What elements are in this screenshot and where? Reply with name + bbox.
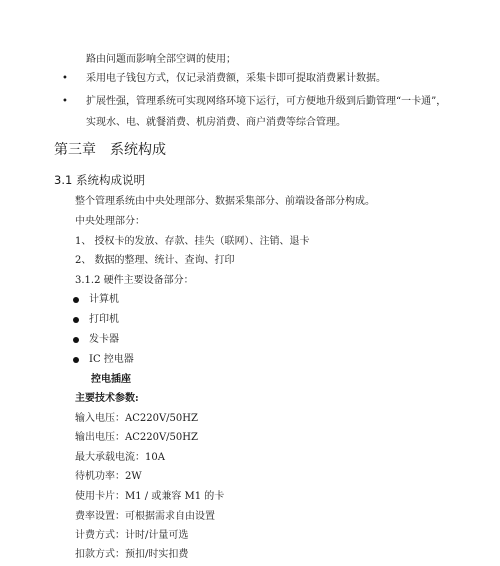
device-name: 控电插座 xyxy=(91,374,131,385)
section-heading: 3.1 系统构成说明 xyxy=(54,173,145,187)
central-label: 中央处理部分： xyxy=(75,216,145,227)
param-line: 计费方式：计时/计量可选 xyxy=(75,530,189,541)
central-item: 2、 数据的整理、统计、查询、打印 xyxy=(75,255,235,266)
bullet-marker: • xyxy=(62,73,68,84)
param-line: 使用卡片：M1 / 或兼容 M1 的卡 xyxy=(75,491,225,502)
bullet-dot xyxy=(73,337,79,343)
hardware-item: 计算机 xyxy=(89,294,119,305)
bullet-dot xyxy=(73,317,79,323)
section-intro: 整个管理系统由中央处理部分、数据采集部分、前端设备部分构成。 xyxy=(75,196,375,207)
feature-bullet: 扩展性强，管理系统可实现网络环境下运行，可方便地升级到后勤管理“一卡通”， xyxy=(86,96,447,107)
hardware-item: IC 控电器 xyxy=(89,354,134,365)
hardware-item: 发卡器 xyxy=(89,334,119,345)
param-line: 费率设置：可根据需求自由设置 xyxy=(75,511,215,522)
param-line: 输出电压：AC220V/50HZ xyxy=(75,432,198,443)
chapter-heading: 第三章 系统构成 xyxy=(54,142,166,158)
bullet-marker: • xyxy=(62,96,68,107)
feature-bullet: 采用电子钱包方式，仅记录消费额，采集卡即可提取消费累计数据。 xyxy=(86,73,386,84)
param-line: 最大承载电流：10A xyxy=(75,452,165,463)
param-line: 输入电压：AC220V/50HZ xyxy=(75,413,198,424)
bullet-dot xyxy=(73,297,79,303)
param-line: 待机功率：2W xyxy=(75,471,142,482)
hardware-label: 3.1.2 硬件主要设备部分： xyxy=(75,275,194,286)
central-item: 1、 授权卡的发放、存款、挂失（联网）、注销、退卡 xyxy=(75,236,310,247)
hardware-item: 打印机 xyxy=(89,314,119,325)
bullet-dot xyxy=(73,357,79,363)
param-line: 扣款方式：预扣/时实扣费 xyxy=(75,549,189,560)
feature-bullet-continuation: 实现水、电、就餐消费、机房消费、商户消费等综合管理。 xyxy=(86,117,346,128)
params-label: 主要技术参数: xyxy=(75,393,139,404)
paragraph-tail: 路由问题而影响全部空调的使用； xyxy=(86,54,236,65)
